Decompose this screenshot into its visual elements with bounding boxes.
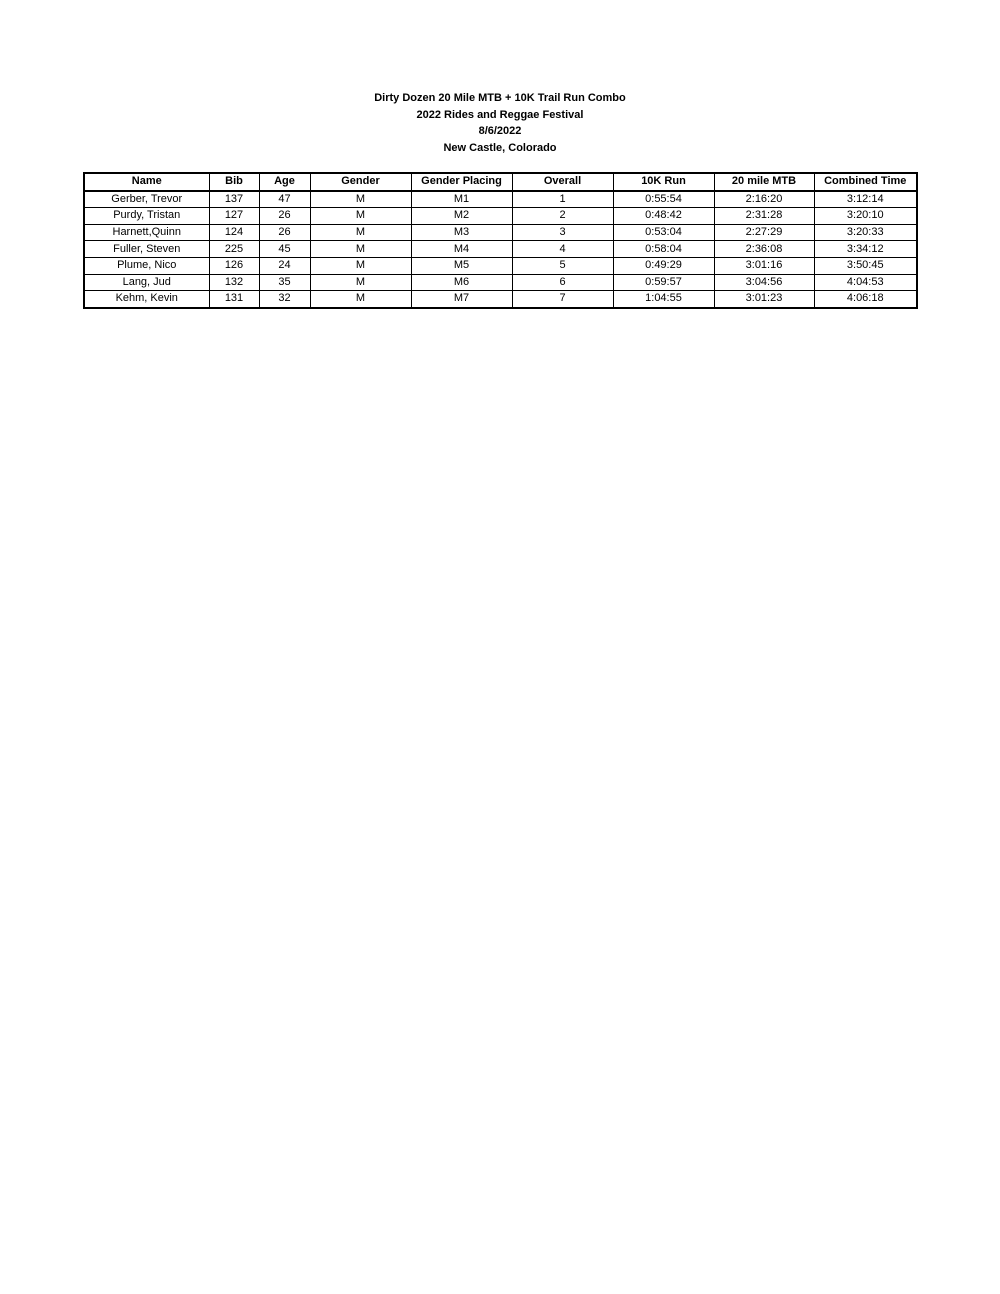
results-table-body	[84, 191, 917, 308]
table-row	[84, 191, 917, 208]
cell-10k-run: 1:04:55	[613, 291, 714, 308]
cell-name: Harnett,Quinn	[84, 224, 209, 241]
cell-20-mile-mtb: 3:01:16	[714, 257, 814, 274]
column-header-overall: Overall	[512, 173, 613, 191]
cell-gender: M	[310, 224, 411, 241]
cell-age: 24	[259, 257, 310, 274]
cell-bib: 124	[209, 224, 259, 241]
cell-gender-placing: M2	[411, 208, 512, 225]
cell-overall: 3	[512, 224, 613, 241]
cell-20-mile-mtb: 2:31:28	[714, 208, 814, 225]
cell-bib: 137	[209, 191, 259, 208]
cell-bib: 132	[209, 274, 259, 291]
table-row	[84, 208, 917, 225]
cell-20-mile-mtb: 3:04:56	[714, 274, 814, 291]
cell-20-mile-mtb: 2:27:29	[714, 224, 814, 241]
cell-gender: M	[310, 257, 411, 274]
cell-age: 47	[259, 191, 310, 208]
cell-overall: 4	[512, 241, 613, 258]
column-header-gender-placing: Gender Placing	[411, 173, 512, 191]
cell-gender-placing: M1	[411, 191, 512, 208]
cell-bib: 126	[209, 257, 259, 274]
cell-name: Purdy, Tristan	[84, 208, 209, 225]
results-table	[83, 172, 918, 309]
column-header-combined-time: Combined Time	[814, 173, 917, 191]
cell-gender: M	[310, 274, 411, 291]
festival-name: 2022 Rides and Reggae Festival	[416, 108, 584, 121]
column-header-10k-run: 10K Run	[613, 173, 714, 191]
cell-name: Fuller, Steven	[84, 241, 209, 258]
column-header-name: Name	[84, 173, 209, 191]
column-header-age: Age	[259, 173, 310, 191]
cell-bib: 127	[209, 208, 259, 225]
cell-combined-time: 3:50:45	[814, 257, 917, 274]
cell-10k-run: 0:49:29	[613, 257, 714, 274]
table-row	[84, 291, 917, 308]
table-row	[84, 224, 917, 241]
cell-name: Plume, Nico	[84, 257, 209, 274]
cell-gender-placing: M4	[411, 241, 512, 258]
cell-overall: 1	[512, 191, 613, 208]
cell-20-mile-mtb: 2:16:20	[714, 191, 814, 208]
cell-age: 45	[259, 241, 310, 258]
cell-20-mile-mtb: 3:01:23	[714, 291, 814, 308]
column-header-20-mile-mtb: 20 mile MTB	[714, 173, 814, 191]
document-title-block	[0, 90, 1000, 156]
table-row	[84, 257, 917, 274]
cell-age: 35	[259, 274, 310, 291]
cell-20-mile-mtb: 2:36:08	[714, 241, 814, 258]
cell-name: Lang, Jud	[84, 274, 209, 291]
cell-overall: 7	[512, 291, 613, 308]
cell-age: 32	[259, 291, 310, 308]
cell-age: 26	[259, 224, 310, 241]
column-header-bib: Bib	[209, 173, 259, 191]
cell-10k-run: 0:58:04	[613, 241, 714, 258]
cell-10k-run: 0:48:42	[613, 208, 714, 225]
cell-name: Gerber, Trevor	[84, 191, 209, 208]
cell-gender-placing: M6	[411, 274, 512, 291]
cell-bib: 225	[209, 241, 259, 258]
event-date: 8/6/2022	[478, 125, 522, 137]
cell-combined-time: 3:34:12	[814, 241, 917, 258]
cell-overall: 5	[512, 257, 613, 274]
cell-gender-placing: M5	[411, 257, 512, 274]
table-header-row	[84, 173, 917, 191]
cell-combined-time: 3:20:33	[814, 224, 917, 241]
cell-age: 26	[259, 208, 310, 225]
cell-gender: M	[310, 241, 411, 258]
cell-combined-time: 4:06:18	[814, 291, 917, 308]
event-location: New Castle, Colorado	[443, 141, 557, 154]
table-row	[84, 241, 917, 258]
cell-combined-time: 3:12:14	[814, 191, 917, 208]
cell-gender: M	[310, 291, 411, 308]
cell-10k-run: 0:55:54	[613, 191, 714, 208]
cell-bib: 131	[209, 291, 259, 308]
cell-combined-time: 4:04:53	[814, 274, 917, 291]
cell-10k-run: 0:59:57	[613, 274, 714, 291]
cell-gender-placing: M7	[411, 291, 512, 308]
cell-combined-time: 3:20:10	[814, 208, 917, 225]
cell-10k-run: 0:53:04	[613, 224, 714, 241]
table-row	[84, 274, 917, 291]
cell-gender: M	[310, 208, 411, 225]
cell-overall: 2	[512, 208, 613, 225]
event-title: Dirty Dozen 20 Mile MTB + 10K Trail Run Combo	[374, 92, 626, 104]
cell-overall: 6	[512, 274, 613, 291]
cell-gender: M	[310, 191, 411, 208]
column-header-gender: Gender	[310, 173, 411, 191]
cell-gender-placing: M3	[411, 224, 512, 241]
cell-name: Kehm, Kevin	[84, 291, 209, 308]
